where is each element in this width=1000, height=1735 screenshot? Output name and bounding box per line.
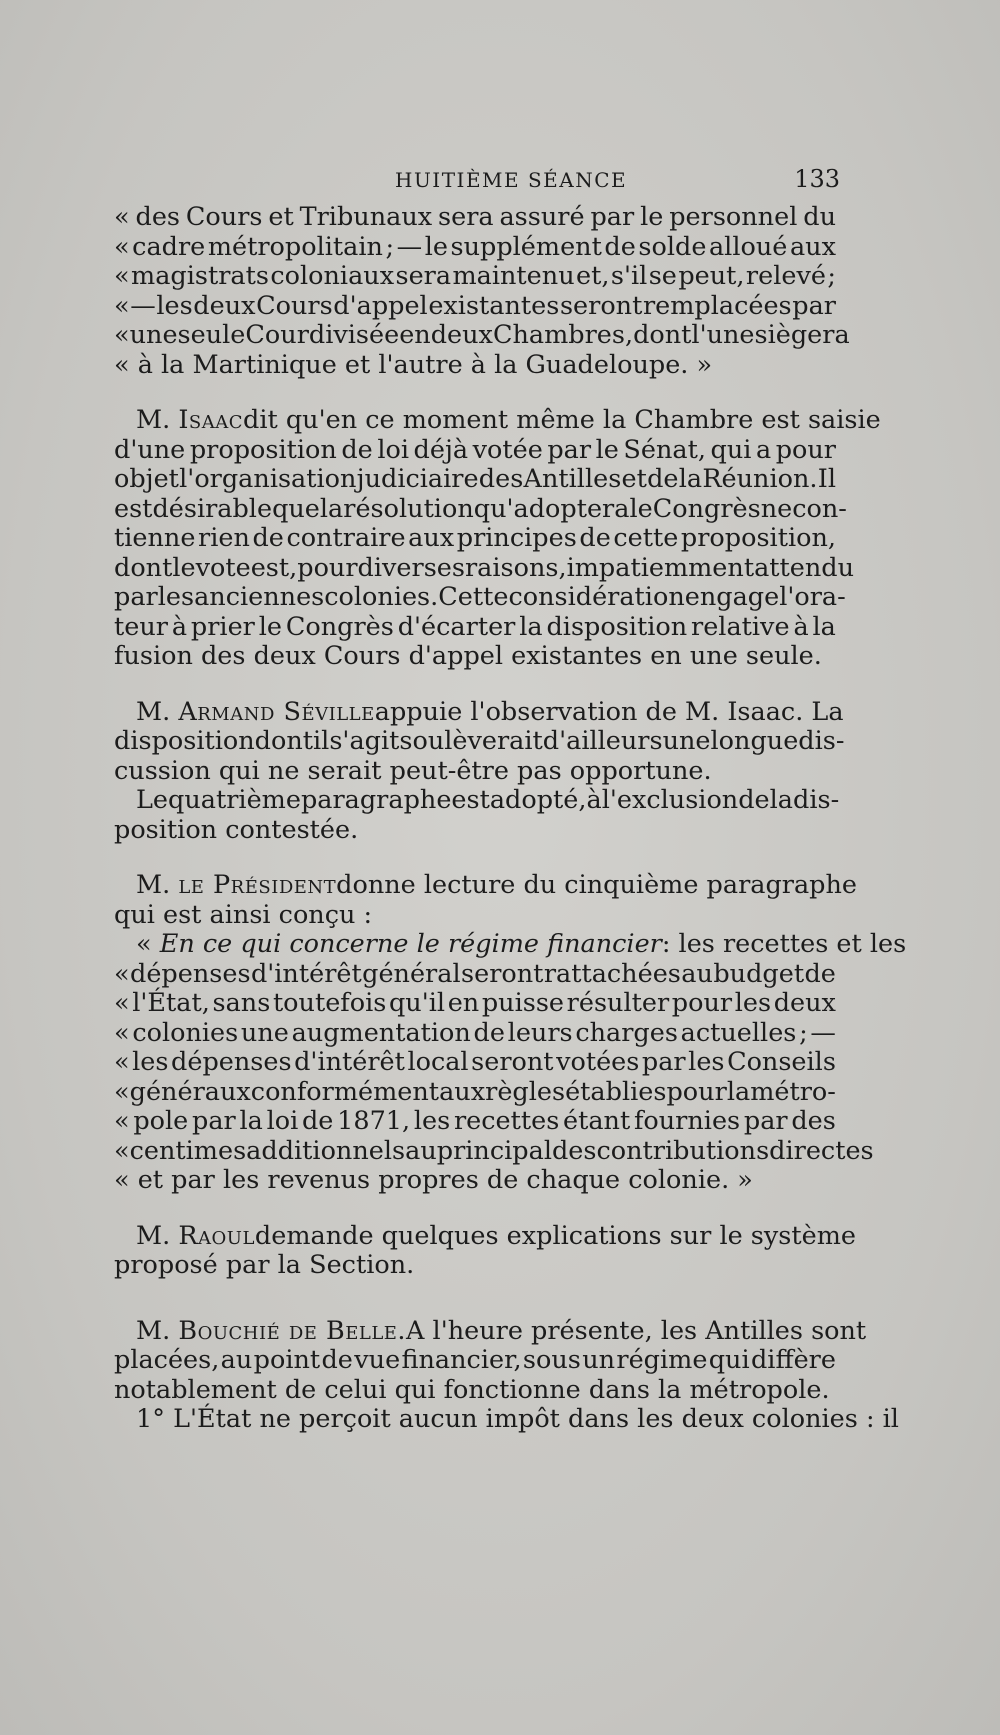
paragraph-isaac [114,405,881,672]
m-prefix: M. [136,1315,171,1346]
text-line: tienne rien de contraire aux principes de cette proposition, [114,523,836,553]
text-line: « des Cours et Tribunaux sera assuré par le personnel du [114,202,836,232]
text-line: qui est ainsi conçu : [114,899,373,930]
text-line: « centimes additionnels au principal des contributions directes [114,1135,874,1166]
text-line: teur à prier le Congrès d'écarter la disposition relative à la [114,611,836,642]
text-fragment: dit qu'en ce moment même la Chambre est saisie [243,405,881,435]
speaker-name: Raoul [178,1220,255,1251]
text-line: « cadre métropolitain ; — le supplément de solde alloué aux [114,231,836,262]
text-line: cussion qui ne serait peut-être pas opportune. [114,755,712,786]
paragraph-seville [114,696,845,787]
text-line: « les dépenses d'intérêt local seront votées par les Conseils [114,1047,836,1077]
paragraph-point-1 [114,1404,899,1435]
running-title: HUITIÈME SÉANCE [395,168,628,192]
text-fragment: : les recettes et les [661,929,907,959]
text-line: « et par les revenus propres de chaque colonie. » [114,1165,753,1195]
text-line: 1° L'État ne perçoit aucun impôt dans les deux colonies : il [136,1404,899,1434]
text-line: position contestée. [114,814,359,845]
text-line: disposition dont il s'agit soulèverait d'ailleurs une longue dis- [114,726,845,756]
text-line: par les anciennes colonies. Cette considération engage l'ora- [114,582,846,612]
speaker-name: Armand Séville [178,696,375,727]
text-fragment: donne lecture du cinquième paragraphe [336,870,858,900]
text-line: « dépenses d'intérêt général seront rattachées au budget de [114,958,836,989]
text-line: « l'État, sans toutefois qu'il en puisse résulter pour les deux [114,988,836,1018]
text-line: « à la Martinique et l'autre à la Guadeloupe. » [114,349,713,380]
text-line: « généraux conformément aux règles établies pour la métro- [114,1076,836,1107]
paragraph-president [114,870,858,930]
text-line: « colonies une augmentation de leurs charges actuelles ; — [114,1017,836,1048]
text-fragment: demande quelques explications sur le système [254,1220,856,1251]
speaker-name: le Président [178,870,337,900]
italic-phrase: En ce qui concerne le régime financier [159,929,662,959]
paragraph-raoul [114,1220,856,1281]
m-prefix: M. [136,405,171,435]
m-prefix: M. [136,696,171,727]
text-line: dont le vote est, pour diverses raisons, impatiemment attendu [114,552,855,583]
text-line [114,405,881,436]
m-prefix: M. [136,1220,171,1251]
text-line: « une seule Cour divisée en deux Chambres, dont l'une siègera [114,320,850,350]
paragraph-quote-2 [114,929,907,1196]
text-fragment: A l'heure présente, les Antilles sont [406,1315,867,1346]
page-body [114,202,907,1435]
paragraph-quote-1 [114,202,850,380]
speaker-name: Isaac [178,405,244,435]
text-line [114,696,844,728]
text-line: placées, au point de vue financier, sous un régime qui diffère [114,1345,836,1375]
text-line: « pole par la loi de 1871, les recettes étant fournies par des [114,1106,836,1136]
text-line: « magistrats coloniaux sera maintenu et, s'il se peut, relevé ; [114,261,836,291]
paragraph-bouchie [114,1315,867,1406]
page-header [395,165,840,193]
text-line: « En ce qui concerne le régime financier : les recettes et les [136,929,907,959]
m-prefix: M. [136,870,171,900]
text-fragment: appuie l'observation de M. Isaac. La [374,696,844,727]
text-line: Le quatrième paragraphe est adopté, à l'exclusion de la dis- [136,785,840,815]
text-line: proposé par la Section. [114,1250,415,1280]
text-line: est désirable que la résolution qu'adoptera le Congrès ne con- [114,493,847,524]
text-line: objet l'organisation judiciaire des Antilles et de la Réunion. Il [114,464,836,494]
text-line [114,1315,867,1347]
text-line: fusion des deux Cours d'appel existantes en une seule. [114,641,822,671]
page-number: 133 [794,165,840,193]
text-line [114,1220,856,1252]
text-line [114,870,858,901]
text-line: d'une proposition de loi déjà votée par le Sénat, qui a pour [114,434,836,465]
text-line: notablement de celui qui fonctionne dans la métropole. [114,1374,830,1405]
speaker-name: Bouchié de Belle. [178,1315,407,1346]
paragraph-adoption [114,785,840,845]
text-line: « — les deux Cours d'appel existantes seront remplacées par [114,290,836,321]
